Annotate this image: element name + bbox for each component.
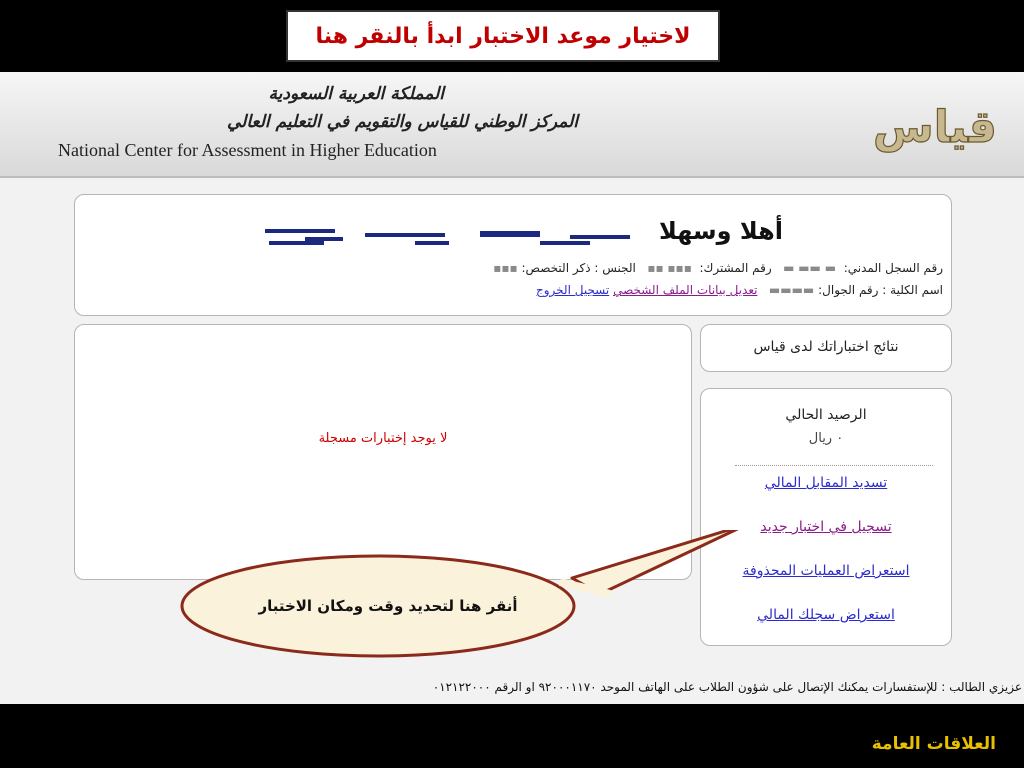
balance-label: الرصيد الحالي <box>785 407 867 423</box>
site-header <box>0 72 1024 178</box>
slide-title: لاختيار موعد الاختبار ابدأ بالنقر هنا <box>315 23 691 49</box>
balance-value: ٠ ريال <box>808 431 844 446</box>
deleted-transactions-link[interactable]: استعراض العمليات المحذوفة <box>742 563 910 579</box>
civil-id-value: ▬ ▬▬ ▬ <box>775 261 840 275</box>
slide-title-box <box>286 10 720 62</box>
qiyas-logo[interactable] <box>872 90 998 158</box>
footer-contact-text: عزيزي الطالب : للإستفسارات يمكنك الإتصال على شؤون الطلاب على الهاتف الموحد ٩٢٠٠٠١١٧٠ او الرقم ٠١٢١٢٢٠٠٠ <box>432 680 1022 694</box>
subscriber-label: رقم المشترك: <box>699 261 772 275</box>
redacted-name-bar <box>269 241 324 245</box>
student-info-line-2 <box>536 283 943 297</box>
major-label: التخصص: <box>521 261 570 275</box>
mobile-value: ▬▬▬▬ <box>761 283 815 297</box>
exam-results-label: نتائج اختباراتك لدى قياس <box>753 339 899 355</box>
subscriber-value: ▪▪▪ ▪▪ <box>639 261 696 275</box>
redacted-name-bar <box>480 231 540 237</box>
register-new-exam-link[interactable]: تسجيل في اختبار جديد <box>760 519 892 535</box>
civil-id-label: رقم السجل المدني: <box>843 261 943 275</box>
divider <box>735 465 933 466</box>
redacted-name-bar <box>365 233 445 237</box>
exam-results-button[interactable] <box>700 324 952 372</box>
edit-profile-link[interactable]: تعديل بيانات الملف الشخصي <box>613 283 758 297</box>
mobile-label: رقم الجوال: <box>818 283 879 297</box>
gender-label: الجنس : <box>594 261 636 275</box>
logout-link[interactable]: تسجيل الخروج <box>536 283 610 297</box>
college-label: اسم الكلية : <box>882 283 943 297</box>
logo-text: قياس <box>872 102 998 153</box>
student-info-line-1 <box>493 261 943 275</box>
welcome-panel <box>74 194 952 316</box>
gender-value: ذكر <box>572 261 591 275</box>
welcome-greeting: أهلا وسهلا <box>658 217 783 245</box>
redacted-name-bar <box>540 241 590 245</box>
redacted-name-bar <box>570 235 630 239</box>
pay-fee-link[interactable]: تسديد المقابل المالي <box>764 475 888 491</box>
financial-record-link[interactable]: استعراض سجلك المالي <box>757 607 895 623</box>
header-center-arabic: المركز الوطني للقياس والتقويم في التعليم العالي <box>227 112 578 132</box>
redacted-name-bar <box>265 229 335 233</box>
major-value: ▪▪▪ <box>493 261 518 275</box>
no-exams-message: لا يوجد إختبارات مسجلة <box>318 431 448 446</box>
header-kingdom: المملكة العربية السعودية <box>268 84 444 104</box>
redacted-name-bar <box>415 241 449 245</box>
header-center-english: National Center for Assessment in Higher Education <box>58 140 437 160</box>
callout-text: أنقر هنا لتحديد وقت ومكان الاختبار <box>258 597 518 615</box>
public-relations-label: العلاقات العامة <box>871 734 996 754</box>
